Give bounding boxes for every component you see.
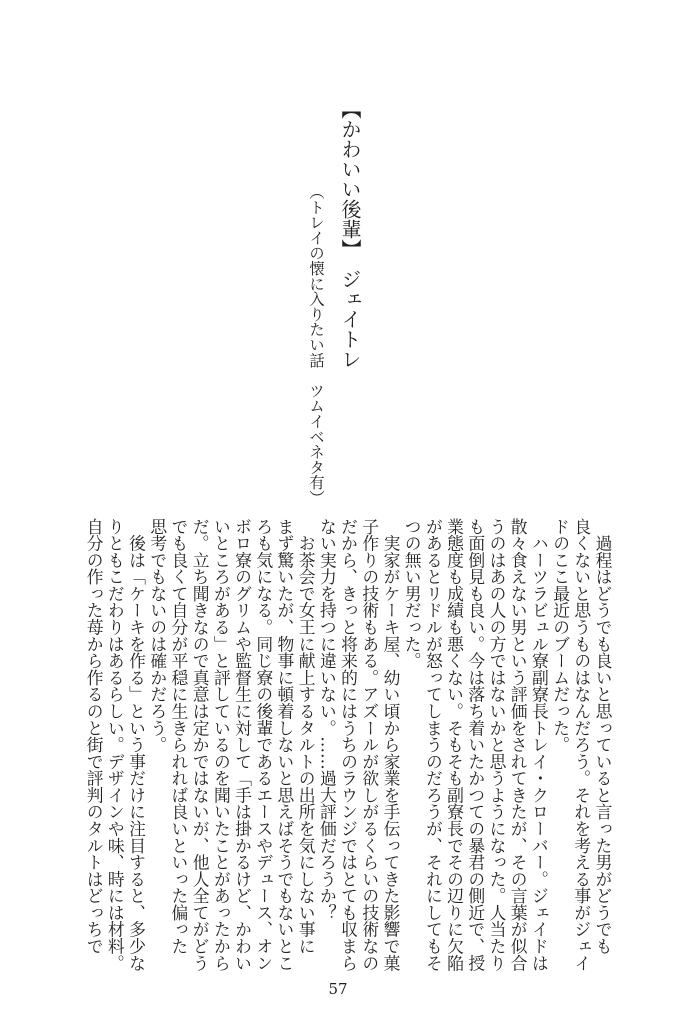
text-column: ボロ寮のグリムや監督生に対して「手は掛かるけど、かわい — [232, 518, 253, 972]
text-column: 自分の作った苺から作るのと街で評判のタルトはどっちで — [84, 518, 105, 955]
text-column: 良くないと思うものはなんだろう。それを考える事がジェイ — [571, 518, 592, 972]
text-column: も面倒見も良い。今は落ち着いたかつての暴君の側近で、授 — [465, 518, 486, 972]
text-column: 思考でもないのは確かだろう。 — [147, 518, 168, 754]
text-column: うのはあの人の方ではないかと思うようになった。人当たり — [486, 518, 507, 972]
text-column: つの無い男だった。 — [402, 518, 423, 670]
text-column: ハーツラビュル寮副寮長トレイ・クローバー。ジェイドは — [529, 518, 550, 972]
text-column: ドのここ最近のブームだった。 — [550, 518, 571, 754]
text-column: でも良くて自分が平穏に生きられれば良いといった偏った — [168, 518, 189, 955]
text-column: ない実力を持つに違いない。……過大評価だろうか？ — [317, 518, 338, 921]
text-column: 散々食えない男という評価をされてきたが、その言葉が似合 — [508, 518, 529, 972]
chapter-title: 【かわいい後輩】 ジェイトレ — [338, 99, 362, 369]
page-number: 57 — [328, 980, 348, 998]
text-column: ろも気になる。同じ寮の後輩であるエースやデュース、オン — [253, 518, 274, 972]
text-column: 業態度も成績も悪くない。そもそも副寮長でその辺りに欠陥 — [444, 518, 465, 972]
text-column: 実家がケーキ屋、幼い頃から家業を手伝ってきた影響で菓 — [380, 518, 401, 972]
text-column: があるとリドルが怒ってしまうのだろうが、それにしてもそ — [423, 518, 444, 972]
text-column: まず驚いたが、物事に頓着しないと思えばそうでもないとこ — [274, 518, 295, 972]
text-column: 子作りの技術もある。アズールが欲しがるくらいの技術なの — [359, 518, 380, 972]
body-text — [83, 518, 613, 972]
text-column: 過程はどうでも良いと思っていると言った男がどうでも — [593, 518, 613, 955]
text-column: だから、きっと将来的にはうちのラウンジではとても収まら — [338, 518, 359, 972]
text-column: だ。立ち聞きなので真意は定かではないが、他人全てがどう — [190, 518, 211, 972]
text-column: お茶会で女王に献上するタルトの出所を気にしない事に — [296, 518, 317, 955]
text-column: りともこだわりはあるらしい。デザインや味、時には材料。 — [105, 518, 126, 972]
text-column: いところがある」と評しているのを聞いたことがあったから — [211, 518, 232, 972]
chapter-subtitle: （トレイの懐に入りたい話 ツムイベネタ有） — [307, 184, 325, 506]
text-column: 後は「ケーキを作る」という事だけに注目すると、多少な — [126, 518, 147, 972]
